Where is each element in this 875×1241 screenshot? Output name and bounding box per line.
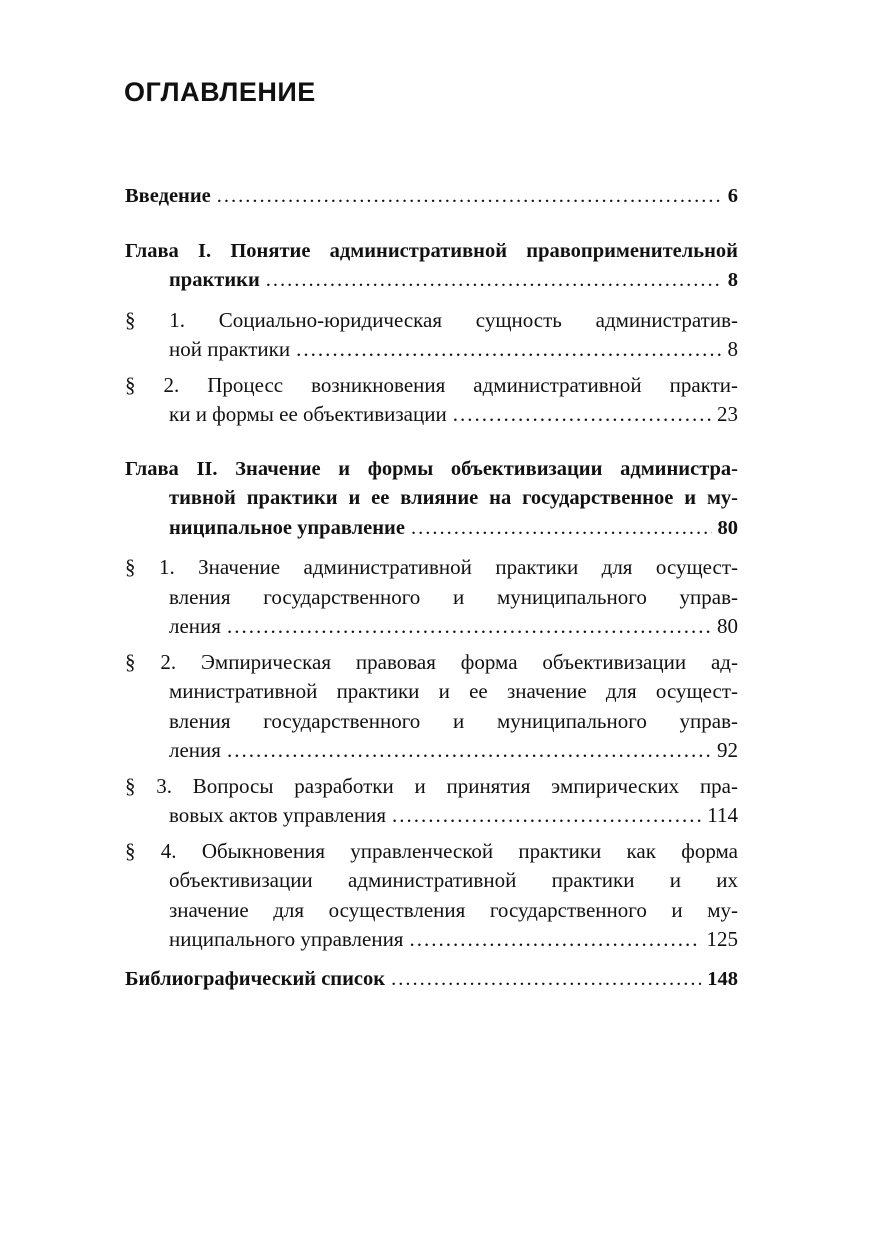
toc-entry-bibliography[interactable] xyxy=(125,965,738,995)
leader-dots xyxy=(409,925,700,955)
toc-entry-label: Введение xyxy=(125,185,211,207)
toc-entry-label: ки и формы ее объективизации xyxy=(169,402,447,426)
page-number: 8 xyxy=(727,269,738,291)
toc-entry-label: § 4. Обыкновения управленческой практики как форма xyxy=(125,838,738,863)
page-number: 8 xyxy=(727,337,738,361)
leader-dots xyxy=(217,182,722,212)
toc-entry-ch2-section-2[interactable] xyxy=(125,648,738,766)
leader-dots xyxy=(392,801,701,831)
leader-dots xyxy=(411,514,712,544)
toc-entry-label: практики xyxy=(169,269,260,291)
toc-entry-chapter-1[interactable] xyxy=(125,237,738,296)
toc-entry-label: ления xyxy=(169,614,221,638)
leader-dots xyxy=(453,400,711,430)
toc-entry-label: министративной практики и ее значение для осущест- xyxy=(169,679,738,703)
page-number: 148 xyxy=(707,967,738,990)
toc-entry-label: вления государственного и муниципального управ- xyxy=(169,708,738,733)
toc-entry-label: § 1. Значение административной практики для осущест- xyxy=(125,555,738,579)
page-number: 80 xyxy=(717,516,738,539)
toc-entry-label: § 2. Эмпирическая правовая форма объективизации ад- xyxy=(125,649,738,674)
toc-entry-ch2-section-3[interactable] xyxy=(125,772,738,831)
toc-entry-ch2-section-1[interactable] xyxy=(125,553,738,642)
toc-entry-ch1-section-1[interactable] xyxy=(125,306,738,365)
toc-entry-label: § 3. Вопросы разработки и принятия эмпирических пра- xyxy=(125,773,738,798)
toc-entry-label: Библиографический список xyxy=(125,967,386,990)
toc-entry-ch1-section-2[interactable] xyxy=(125,371,738,430)
toc-entry-intro[interactable] xyxy=(125,182,738,212)
leader-dots xyxy=(227,612,711,642)
page-number: 114 xyxy=(707,803,738,827)
toc-entry-chapter-2[interactable] xyxy=(125,455,738,544)
page-number: 23 xyxy=(717,402,738,426)
toc-entry-label: § 1. Социально-юридическая сущность административ- xyxy=(125,307,738,332)
toc-entry-label: ления xyxy=(169,738,221,762)
page-number: 125 xyxy=(706,927,738,951)
toc-entry-label: вовых актов управления xyxy=(169,803,386,827)
leader-dots xyxy=(391,965,701,995)
toc-entry-label: тивной практики и ее влияние на государственное и му- xyxy=(169,487,738,509)
toc-entry-label: значение для осуществления государственного и му- xyxy=(169,897,738,922)
page-title: ОГЛАВЛЕНИЕ xyxy=(124,77,316,107)
page-number: 6 xyxy=(727,185,738,207)
table-of-contents xyxy=(125,182,738,994)
page-number: 92 xyxy=(717,738,738,762)
toc-entry-label: Глава II. Значение и формы объективизации администра- xyxy=(125,457,738,480)
toc-entry-ch2-section-4[interactable] xyxy=(125,837,738,955)
leader-dots xyxy=(227,736,711,766)
toc-entry-label: ной практики xyxy=(169,337,291,361)
toc-entry-label: § 2. Процесс возникновения административной практи- xyxy=(125,372,738,397)
leader-dots xyxy=(296,335,721,365)
toc-entry-label: ниципального управления xyxy=(169,927,404,951)
page-number: 80 xyxy=(717,614,738,638)
toc-entry-label: объективизации административной практики и их xyxy=(169,868,738,892)
toc-entry-label: вления государственного и муниципального управ- xyxy=(169,584,738,609)
toc-entry-label: Глава I. Понятие административной правоприменительной xyxy=(125,239,738,262)
toc-entry-label: ниципальное управление xyxy=(169,516,405,539)
leader-dots xyxy=(266,266,722,296)
